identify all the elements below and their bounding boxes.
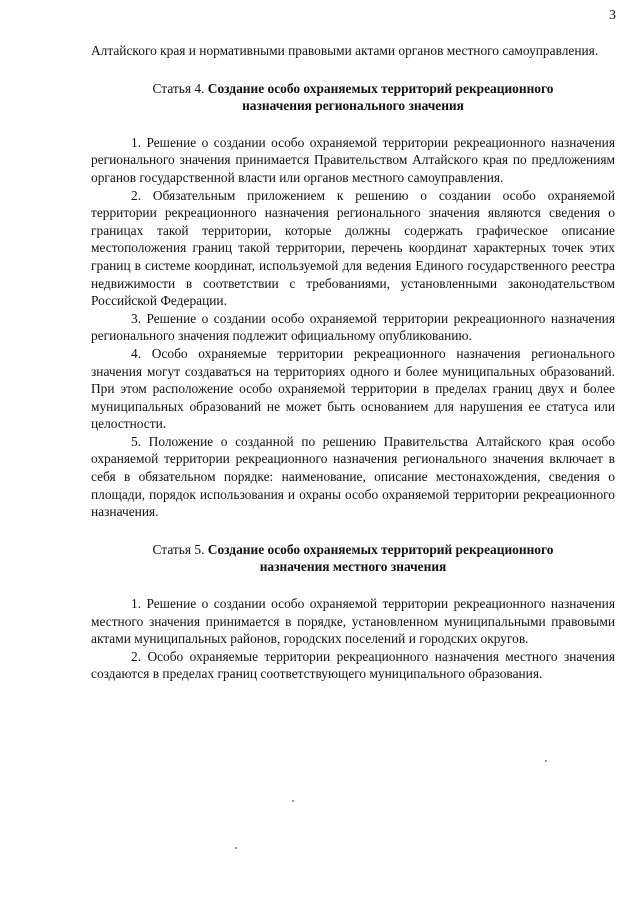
article-4-paragraph-3: 3. Решение о создании особо охраняемой территории рекреационного назначения регионального значения подлежит официальному опубликованию. xyxy=(91,310,615,344)
intro-paragraph: Алтайского края и нормативными правовыми актами органов местного самоуправления. xyxy=(91,43,599,58)
page-number: 3 xyxy=(609,8,616,23)
article-5-paragraph-2: 2. Особо охраняемые территории рекреационного назначения местного значения создаются в пределах границ соответствующего муниципального образования. xyxy=(91,648,615,682)
article-4-heading xyxy=(91,80,615,115)
article-4-number: Статья 4. xyxy=(152,80,205,96)
article-5-heading xyxy=(91,541,615,576)
article-4-paragraph-1: 1. Решение о создании особо охраняемой территории рекреационного назначения регионального значения принимается Правительством Алтайского края по предложениям органов государственной власти или органов местного самоуправления. xyxy=(91,134,615,185)
scan-speck xyxy=(235,847,237,849)
document-body xyxy=(91,42,615,683)
article-5-number: Статья 5. xyxy=(152,541,205,557)
article-4-paragraph-4: 4. Особо охраняемые территории рекреационного назначения регионального значения могут создаваться на территориях одного и более муниципальных образований. При этом расположение особо охраняемой территории в пределах границ двух и более муниципальных образований не может быть основанием для нарушения ее статуса или целостности. xyxy=(91,345,615,432)
scan-speck xyxy=(545,760,547,762)
scan-speck xyxy=(292,800,294,802)
article-4-paragraph-2: 2. Обязательным приложением к решению о создании особо охраняемой территории рекреационного назначения регионального значения являются сведения о границах такой территории, которые должны содержать графическое описание местоположения границ такой территории, перечень координат характерных точек этих границ в системе координат, используемой для ведения Единого государственного реестра недвижимости в соответствии с требованиями, установленными законодательством Российской Федерации. xyxy=(91,187,615,309)
article-5-paragraph-1: 1. Решение о создании особо охраняемой территории рекреационного назначения местного значения принимается в порядке, установленном муниципальными правовыми актами муниципальных районов, городских поселений и городских округов. xyxy=(91,596,615,647)
article-5-title: Создание особо охраняемых территорий рекреационного назначения местного значения xyxy=(207,541,554,575)
article-4-title: Создание особо охраняемых территорий рекреационного назначения регионального значения xyxy=(207,80,554,114)
article-4-paragraph-5: 5. Положение о созданной по решению Правительства Алтайского края особо охраняемой территории рекреационного назначения регионального значения включает в себя в обязательном порядке: наименование, описание местонахождения, сведения о площади, порядок использования и охраны особо охраняемой территории рекреационного назначения. xyxy=(91,433,615,520)
